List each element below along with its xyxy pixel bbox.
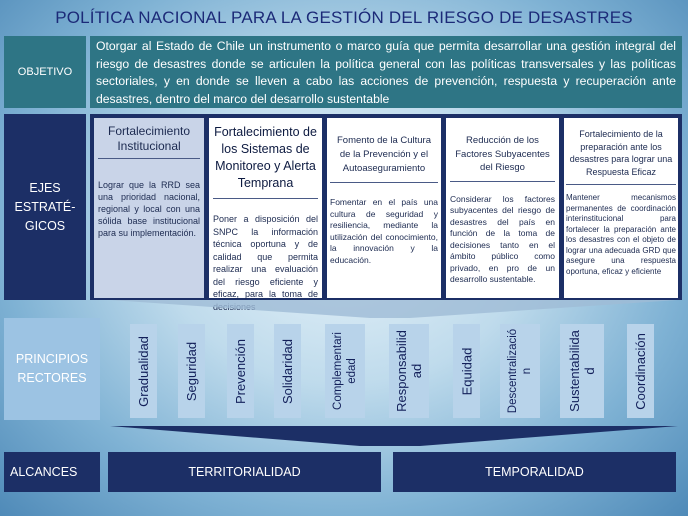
down-arrow-principios [110, 426, 678, 446]
principio-prevencion [227, 324, 254, 418]
principio-seguridad [178, 324, 205, 418]
page-title: POLÍTICA NACIONAL PARA LA GESTIÓN DEL RIESGO DE DESASTRES [55, 8, 633, 27]
principio-coordinacion [627, 324, 654, 418]
principio-label: Responsabilid ad [394, 330, 425, 412]
principio-label: Descentralizació n [507, 328, 533, 414]
principio-label: Complementari edad [332, 332, 359, 410]
eje-body: Fomentar en el país una cultura de seguridad y resiliencia, mediante la utilización del conocimiento, la innovación y la educación. [330, 197, 438, 265]
eje-body: Lograr que la RRD sea una prioridad nacional, regional y local con una sólida base institucional para su implementación. [98, 180, 200, 238]
principio-label: Seguridad [184, 341, 199, 401]
principio-label: Gradualidad [136, 335, 152, 407]
principio-gradualidad [130, 324, 157, 418]
principio-label: Coordinación [633, 332, 649, 410]
principio-label: Sustentabilida d [567, 330, 598, 412]
eje-title: Reducción de los Factores Subyacentes del Riesgo [450, 124, 555, 182]
principio-responsabilidad [389, 324, 429, 418]
alcance-territorialidad: TERRITORIALIDAD [108, 452, 381, 492]
principio-sustentabilidad [560, 324, 604, 418]
principio-label: Prevención [233, 338, 249, 404]
principio-solidaridad [274, 324, 301, 418]
alcance-temporalidad: TEMPORALIDAD [393, 452, 676, 492]
principio-complementariedad [325, 324, 365, 418]
eje-title: Fomento de la Cultura de la Prevención y el Autoaseguramiento [330, 124, 438, 183]
objetivo-text: Otorgar al Estado de Chile un instrumento o marco guía que permita desarrollar una gestión integral del riesgo de desastres donde se articulen la política general con las políticas transversales y las políticas sectoriales, y en donde se lleven a cabo las acciones de prevención, respuesta y recuperación ante desastres, dentro del marco del desarrollo sustentable [90, 36, 682, 108]
eje-title: Fortalecimiento de los Sistemas de Monitoreo y Alerta Temprana [213, 124, 318, 199]
principio-label: Solidaridad [280, 338, 296, 404]
principio-descentralizacion [500, 324, 540, 418]
objetivo-label: OBJETIVO [4, 36, 86, 108]
eje-title: Fortalecimiento de la preparación ante los desastres para lograr una Respuesta Eficaz [566, 124, 676, 185]
principio-label: Equidad [459, 347, 474, 395]
eje-body: Mantener mecanismos permanentes de coordinación interinstitucional para fortalecer la preparación ante los desastres con el objeto de lograr una adecuada GRD que asegure una respuesta oportuna, eficaz y eficiente [566, 193, 676, 276]
ejes-label: EJES ESTRATÉ-GICOS [4, 114, 86, 300]
eje-body: Considerar los factores subyacentes del riesgo de desastres del país en función de la toma de decisiones tanto en el ámbito público como privado, en pro de un desarrollo sustentable. [450, 193, 555, 284]
down-arrow-ejes [110, 300, 678, 318]
principios-label: PRINCIPIOS RECTORES [4, 318, 100, 420]
principio-equidad [453, 324, 480, 418]
alcances-label: ALCANCES [4, 452, 100, 492]
eje-title: Fortalecimiento Institucional [98, 124, 200, 159]
eje-body: Poner a disposición del SNPC la información técnica oportuna y de calidad que permita realizar una evaluación del riesgo eficiente y eficaz, para la toma de [213, 214, 318, 299]
